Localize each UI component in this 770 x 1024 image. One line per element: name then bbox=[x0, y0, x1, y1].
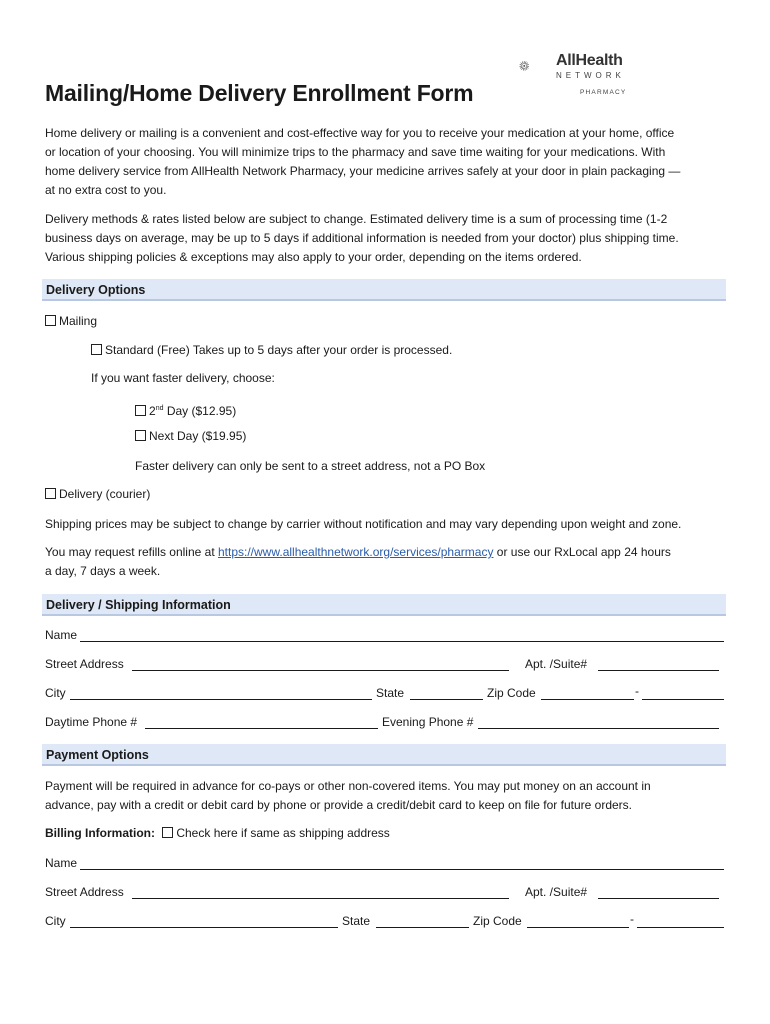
bill-city-field[interactable] bbox=[70, 927, 338, 928]
ship-eve-phone-field[interactable] bbox=[478, 728, 719, 729]
refill-text: a day, 7 days a week. bbox=[45, 564, 161, 578]
ship-day-phone-label: Daytime Phone # bbox=[45, 715, 138, 729]
ship-zip-dash: - bbox=[635, 684, 639, 698]
section-header-shipping-info: Delivery / Shipping Information bbox=[42, 594, 726, 616]
same-as-label: Check here if same as shipping address bbox=[176, 826, 390, 840]
page-title: Mailing/Home Delivery Enrollment Form bbox=[45, 80, 474, 106]
ship-state-field[interactable] bbox=[410, 699, 483, 700]
allhealth-logo-mark bbox=[519, 52, 555, 84]
bill-name-label: Name bbox=[45, 856, 78, 870]
bill-street-label: Street Address bbox=[45, 885, 124, 899]
text-line: Delivery methods & rates listed below are subject to change. Estimated delivery time is a sum of processing time (1-2 bbox=[45, 212, 668, 226]
payment-text bbox=[45, 777, 651, 815]
bill-city-label: City bbox=[45, 914, 66, 928]
bill-zip-label: Zip Code bbox=[473, 914, 522, 928]
bill-apt-label: Apt. /Suite# bbox=[525, 885, 588, 899]
ship-state-label: State bbox=[376, 686, 405, 700]
refill-text: or use our RxLocal app 24 hours bbox=[493, 545, 671, 559]
ship-eve-phone-label: Evening Phone # bbox=[382, 715, 474, 729]
bill-zip-field[interactable] bbox=[527, 927, 629, 928]
ship-zip-field[interactable] bbox=[541, 699, 634, 700]
logo-brand: AllHealth bbox=[556, 52, 623, 69]
option-label: Mailing bbox=[59, 314, 98, 328]
section-header-payment: Payment Options bbox=[42, 744, 726, 766]
ordinal-suffix: nd bbox=[155, 405, 164, 412]
billing-info-row bbox=[45, 824, 390, 843]
option-standard[interactable] bbox=[91, 341, 452, 360]
section-header-delivery-options: Delivery Options bbox=[42, 279, 726, 301]
option-label: Delivery (courier) bbox=[59, 487, 151, 501]
standard-checkbox[interactable] bbox=[91, 344, 102, 355]
text-line: Various shipping policies & exceptions may also apply to your order, depending on the items ordered. bbox=[45, 250, 582, 264]
intro-paragraph-2 bbox=[45, 210, 679, 267]
ship-day-phone-field[interactable] bbox=[145, 728, 378, 729]
ship-zip-label: Zip Code bbox=[487, 686, 536, 700]
faster-prompt: If you want faster delivery, choose: bbox=[91, 371, 275, 385]
text-line: advance, pay with a credit or debit card by phone or provide a credit/debit card to keep on file for future orders. bbox=[45, 798, 632, 812]
option-label: Standard (Free) Takes up to 5 days after your order is processed. bbox=[105, 343, 453, 357]
pharmacy-link[interactable]: https://www.allhealthnetwork.org/services/pharmacy bbox=[218, 545, 494, 559]
courier-checkbox[interactable] bbox=[45, 488, 56, 499]
same-as-shipping-checkbox[interactable] bbox=[162, 827, 173, 838]
bill-zip-dash: - bbox=[630, 912, 634, 926]
text-line: Payment will be required in advance for co-pays or other non-covered items. You may put money on an account in bbox=[45, 779, 651, 793]
text-line: Home delivery or mailing is a convenient and cost-effective way for you to receive your medication at your home, office bbox=[45, 126, 675, 140]
faster-note: Faster delivery can only be sent to a street address, not a PO Box bbox=[135, 459, 486, 473]
refill-note bbox=[45, 543, 671, 581]
ship-apt-field[interactable] bbox=[598, 670, 719, 671]
ship-zip4-field[interactable] bbox=[642, 699, 724, 700]
option-second-day[interactable] bbox=[135, 399, 236, 421]
bill-zip4-field[interactable] bbox=[637, 927, 724, 928]
text-line: home delivery service from AllHealth Network Pharmacy, your medicine arrives safely at your door in plain packaging — bbox=[45, 164, 681, 178]
logo-division: PHARMACY bbox=[580, 89, 627, 96]
next-day-checkbox[interactable] bbox=[135, 430, 146, 441]
bill-name-field[interactable] bbox=[80, 869, 724, 870]
mailing-checkbox[interactable] bbox=[45, 315, 56, 326]
option-next-day[interactable] bbox=[135, 427, 246, 446]
bill-state-field[interactable] bbox=[376, 927, 469, 928]
bill-apt-field[interactable] bbox=[598, 898, 719, 899]
option-courier[interactable] bbox=[45, 485, 150, 504]
intro-paragraph-1 bbox=[45, 124, 680, 200]
option-label: 2 bbox=[149, 404, 156, 418]
text-line: or location of your choosing. You will minimize trips to the pharmacy and save time waiting for your medications. With bbox=[45, 145, 666, 159]
bill-state-label: State bbox=[342, 914, 371, 928]
second-day-checkbox[interactable] bbox=[135, 405, 146, 416]
refill-text: You may request refills online at bbox=[45, 545, 218, 559]
ship-street-field[interactable] bbox=[132, 670, 509, 671]
ship-apt-label: Apt. /Suite# bbox=[525, 657, 588, 671]
ship-name-field[interactable] bbox=[80, 641, 724, 642]
bill-street-field[interactable] bbox=[132, 898, 509, 899]
logo-network: NETWORK bbox=[556, 71, 625, 80]
option-label: Next Day ($19.95) bbox=[149, 429, 247, 443]
option-mailing[interactable] bbox=[45, 312, 97, 331]
ship-city-field[interactable] bbox=[70, 699, 372, 700]
ship-street-label: Street Address bbox=[45, 657, 124, 671]
ship-city-label: City bbox=[45, 686, 66, 700]
text-line: at no extra cost to you. bbox=[45, 183, 167, 197]
shipping-note: Shipping prices may be subject to change by carrier without notification and may vary depending upon weight and zone. bbox=[45, 517, 682, 531]
text-line: business days on average, may be up to 5 days if additional information is needed from your doctor) plus shipping time. bbox=[45, 231, 679, 245]
billing-label: Billing Information: bbox=[45, 826, 155, 840]
ship-name-label: Name bbox=[45, 628, 78, 642]
option-label: Day ($12.95) bbox=[163, 404, 237, 418]
